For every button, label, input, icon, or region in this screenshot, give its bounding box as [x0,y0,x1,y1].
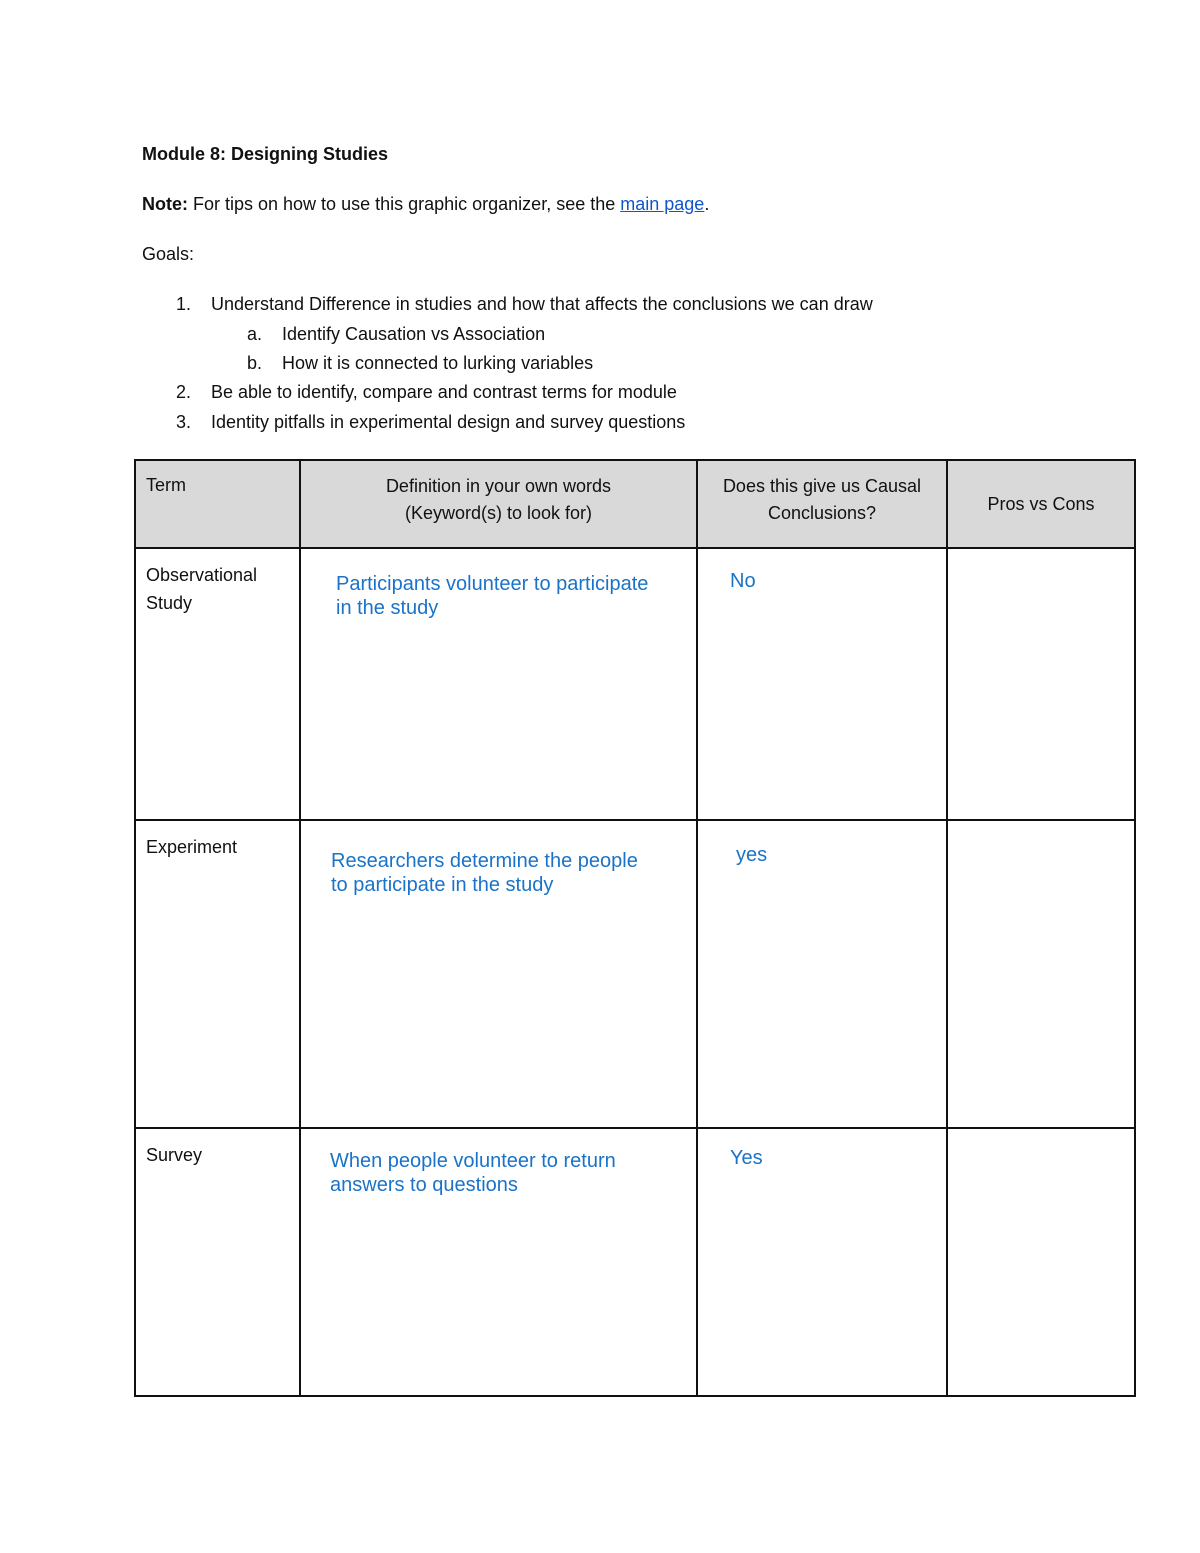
goal-item-1b [247,353,594,374]
causal-cell[interactable] [697,820,947,1128]
definition-line1: When people volunteer to return [330,1150,616,1172]
definition-line2: to participate in the study [331,874,554,896]
goal-item-2 [176,382,677,403]
table-row [135,1128,1135,1396]
goal-number: 1. [176,294,192,314]
goal-number: 3. [176,412,192,432]
definition-line2: answers to questions [330,1174,518,1196]
term-line1: Observational [146,565,258,585]
table-row [135,548,1135,820]
pros-cons-cell[interactable] [947,548,1135,820]
term-line1: Survey [146,1145,203,1165]
causal-answer: yes [736,844,768,866]
goal-letter: b. [247,353,263,373]
note-paragraph [142,194,709,215]
causal-answer: Yes [730,1147,763,1169]
header-term: Term [135,460,300,548]
table-row [135,820,1135,1128]
goal-text: Identify Causation vs Association [282,324,546,344]
definition-line1: Researchers determine the people [331,850,638,872]
term-cell [135,1128,300,1396]
term-cell [135,548,300,820]
term-cell [135,820,300,1128]
goal-item-1a [247,324,546,345]
header-definition-line2: (Keyword(s) to look for) [404,503,593,523]
header-pros-cons: Pros vs Cons [947,460,1135,548]
term-line1: Experiment [146,837,238,857]
definition-cell[interactable] [300,548,697,820]
main-page-link[interactable]: main page [620,194,705,214]
note-period: . [704,194,710,214]
definition-answer [330,1149,616,1197]
goal-item-3 [176,412,686,433]
header-definition-line1: Definition in your own words [385,476,612,496]
causal-cell[interactable] [697,1128,947,1396]
graphic-organizer-table [134,459,1136,1397]
definition-answer [336,572,648,620]
goal-letter: a. [247,324,263,344]
definition-line2: in the study [336,597,439,619]
goal-text: Understand Difference in studies and how that affects the conclusions we can draw [211,294,873,314]
goal-text: Be able to identify, compare and contrast terms for module [211,382,677,402]
causal-answer: No [730,570,756,592]
goal-text: How it is connected to lurking variables [282,353,594,373]
term-line2: Study [146,593,193,613]
pros-cons-cell[interactable] [947,820,1135,1128]
causal-cell[interactable] [697,548,947,820]
note-text: For tips on how to use this graphic organizer, see the [188,194,621,214]
header-causal-line2: Conclusions? [767,503,877,523]
page-title: Module 8: Designing Studies [142,144,389,164]
definition-cell[interactable] [300,820,697,1128]
goal-number: 2. [176,382,192,402]
header-causal [697,460,947,548]
definition-answer [331,849,638,897]
header-causal-line1: Does this give us Causal [722,476,922,496]
header-definition [300,460,697,548]
goal-text: Identity pitfalls in experimental design and survey questions [211,412,686,432]
note-label: Note: [142,194,188,214]
pros-cons-cell[interactable] [947,1128,1135,1396]
goals-label: Goals: [142,244,195,264]
goal-item-1 [176,294,873,315]
definition-cell[interactable] [300,1128,697,1396]
definition-line1: Participants volunteer to participate [336,573,649,595]
table-header-row [135,460,1135,548]
